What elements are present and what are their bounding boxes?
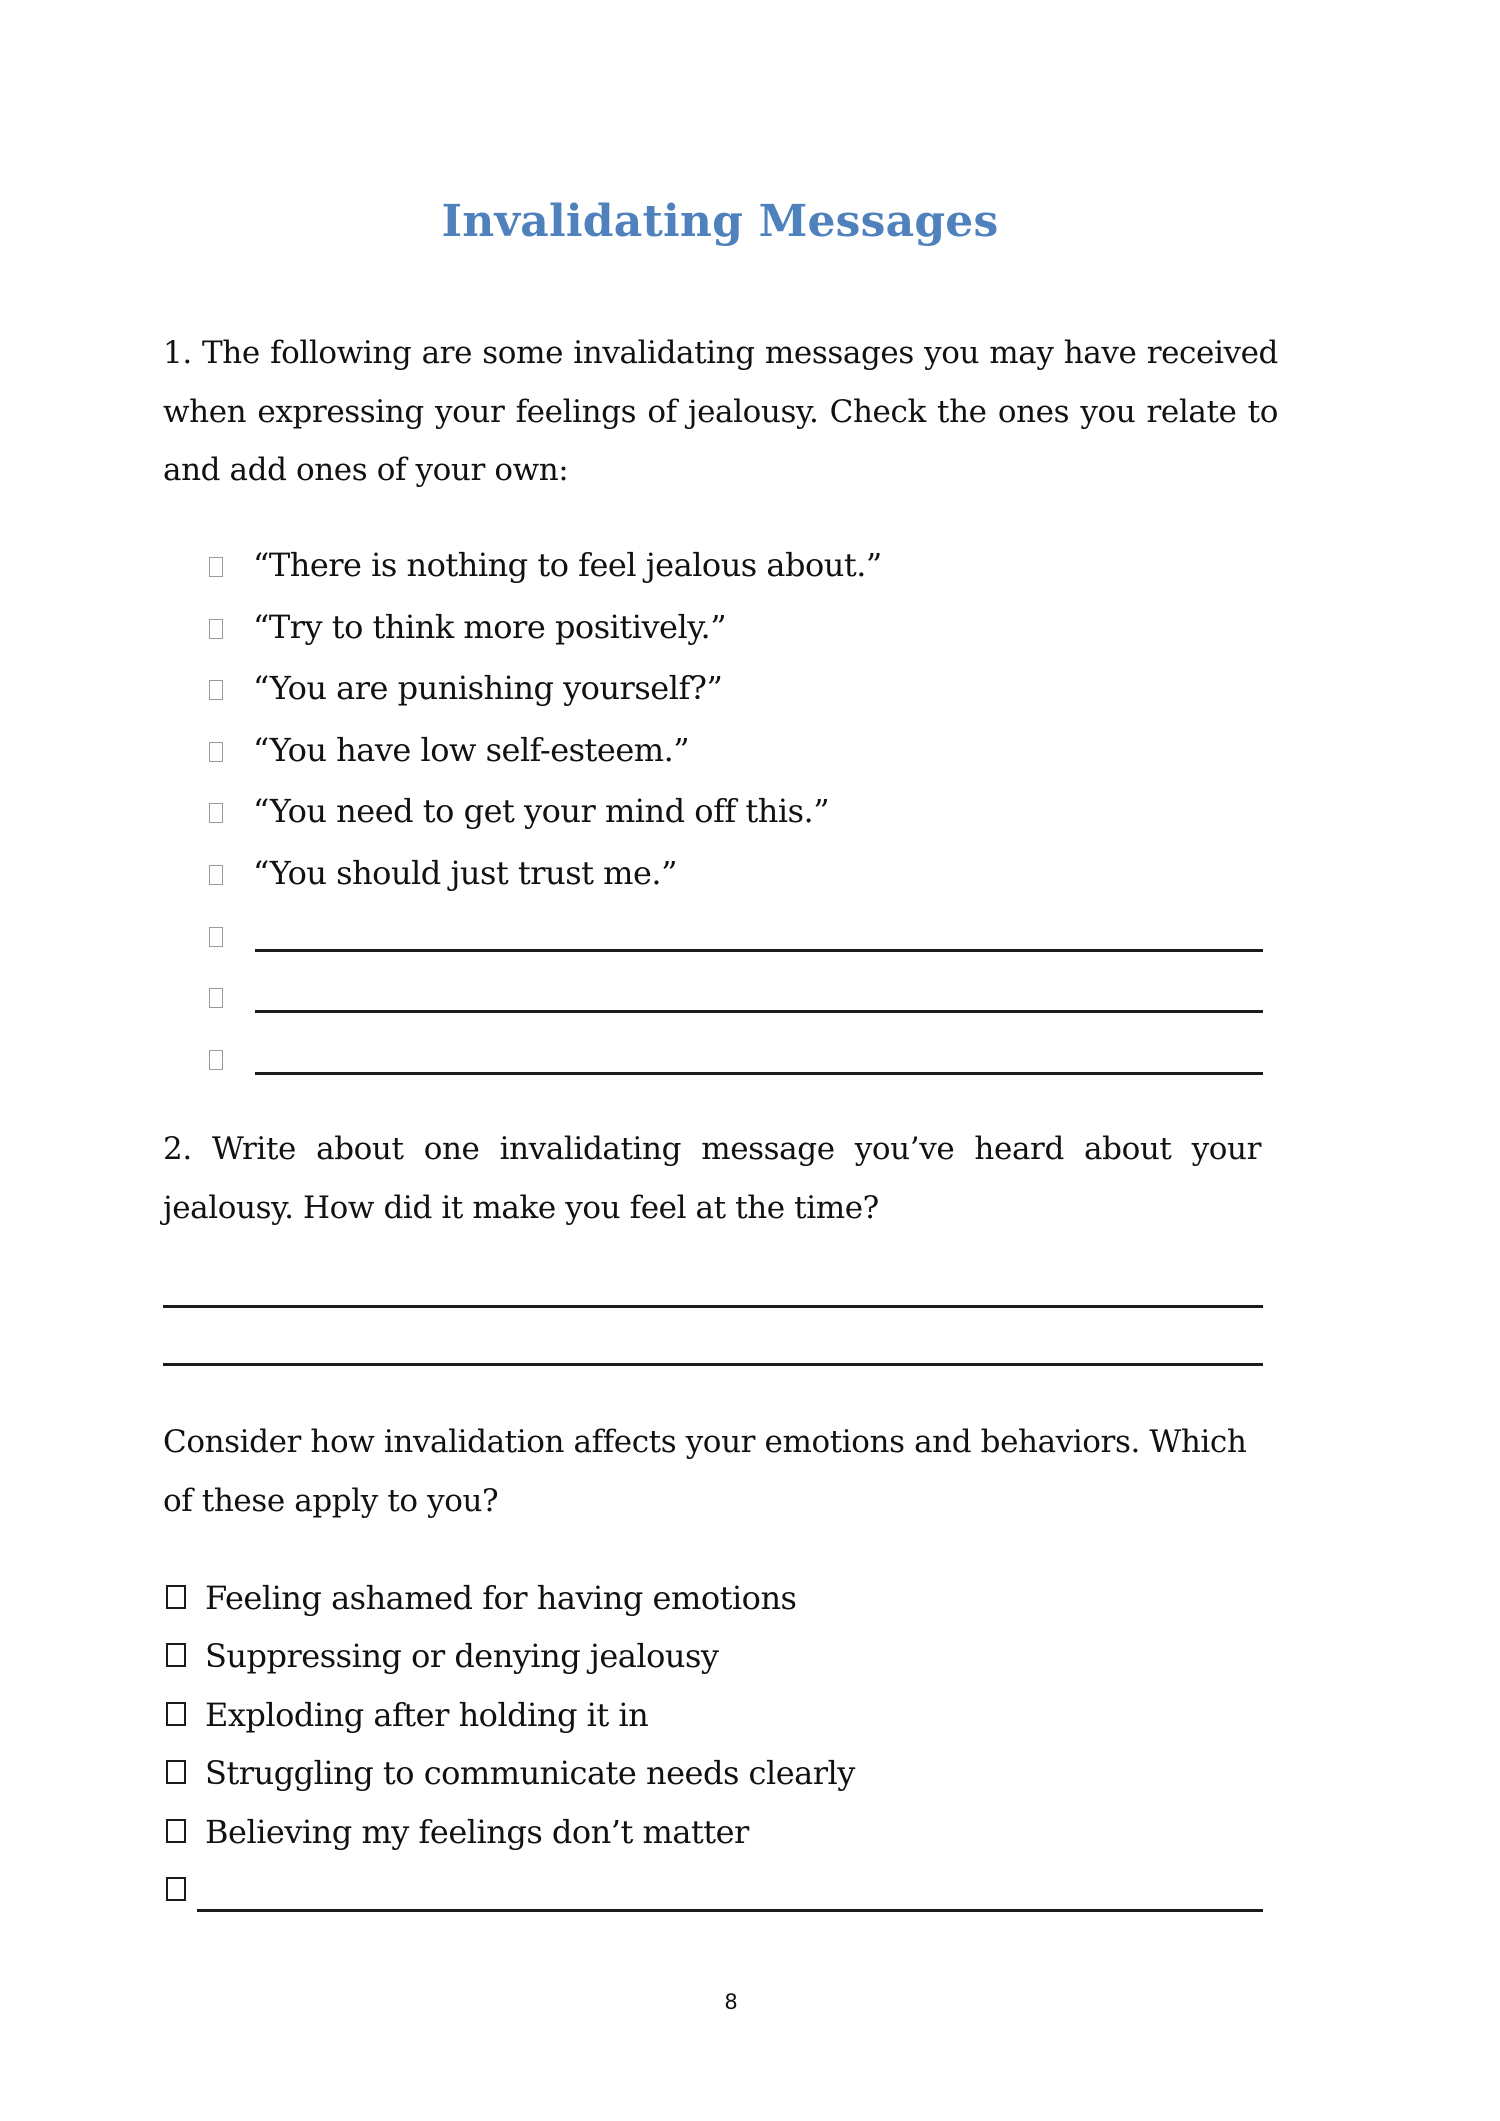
checklist-item[interactable] <box>0 1631 1500 1681</box>
checklist-item-label: Struggling to communicate needs clearly <box>205 1754 855 1793</box>
page-title: Invalidating Messages <box>441 196 999 247</box>
checkbox-icon[interactable] <box>166 1585 186 1609</box>
checkbox-icon[interactable] <box>166 1877 186 1901</box>
checklist-item-blank[interactable] <box>0 910 1500 960</box>
checklist-item-blank[interactable] <box>0 971 1500 1021</box>
checkbox-icon[interactable] <box>209 619 223 639</box>
checklist-item-label: “You should just trust me.” <box>253 854 677 892</box>
checkbox-icon[interactable] <box>209 803 223 823</box>
section2-prompt: 2. Write about one invalidating message you’ve heard about your jealousy. How did it make you feel at the time? <box>163 1131 1261 1226</box>
write-in-line[interactable] <box>255 1010 1263 1013</box>
checklist-item-blank[interactable] <box>0 1865 1500 1915</box>
checkbox-icon[interactable] <box>209 1050 223 1070</box>
checkbox-icon[interactable] <box>209 557 223 577</box>
checklist-item[interactable] <box>0 1748 1500 1798</box>
checklist-item[interactable] <box>0 725 1500 775</box>
write-in-line[interactable] <box>197 1909 1263 1912</box>
checklist-item[interactable] <box>0 663 1500 713</box>
checklist-item-label: “You are punishing yourself?” <box>253 669 723 708</box>
page-number: 8 <box>724 1990 738 2014</box>
checkbox-icon[interactable] <box>209 680 223 700</box>
checklist-item-blank[interactable] <box>0 1033 1500 1083</box>
section1-prompt: 1. The following are some invalidating messages you may have received when expressing your feelings of jealousy. Check the ones you relate to and add ones of your own: <box>163 335 1278 488</box>
answer-line[interactable] <box>163 1305 1263 1308</box>
checklist-item-label: “You need to get your mind off this.” <box>253 792 830 831</box>
checklist-item[interactable] <box>0 1690 1500 1740</box>
checklist-item[interactable] <box>0 1807 1500 1857</box>
checkbox-icon[interactable] <box>166 1643 186 1667</box>
checklist-item-label: Exploding after holding it in <box>205 1695 649 1734</box>
checkbox-icon[interactable] <box>209 988 223 1008</box>
checkbox-icon[interactable] <box>166 1819 186 1843</box>
checkbox-icon[interactable] <box>166 1760 186 1784</box>
checklist-item[interactable] <box>0 1573 1500 1623</box>
checklist-item-label: “Try to think more positively.” <box>253 607 727 646</box>
checklist-item-label: Feeling ashamed for having emotions <box>205 1579 797 1617</box>
checklist-item-label: Suppressing or denying jealousy <box>205 1637 719 1676</box>
checkbox-icon[interactable] <box>209 865 223 885</box>
checklist-item-label: “There is nothing to feel jealous about.” <box>253 546 882 584</box>
checklist-item[interactable] <box>0 786 1500 836</box>
section3-prompt: Consider how invalidation affects your emotions and behaviors. Which of these apply to you? <box>163 1424 1247 1519</box>
checklist-item[interactable] <box>0 602 1500 652</box>
checklist-item-label: Believing my feelings don’t matter <box>205 1812 749 1851</box>
write-in-line[interactable] <box>255 949 1263 952</box>
checkbox-icon[interactable] <box>166 1702 186 1726</box>
answer-line[interactable] <box>163 1363 1263 1366</box>
checkbox-icon[interactable] <box>209 742 223 762</box>
checklist-item[interactable] <box>0 848 1500 898</box>
checklist-item[interactable] <box>0 540 1500 590</box>
checklist-item-label: “You have low self-esteem.” <box>253 730 690 769</box>
checkbox-icon[interactable] <box>209 927 223 947</box>
write-in-line[interactable] <box>255 1072 1263 1075</box>
